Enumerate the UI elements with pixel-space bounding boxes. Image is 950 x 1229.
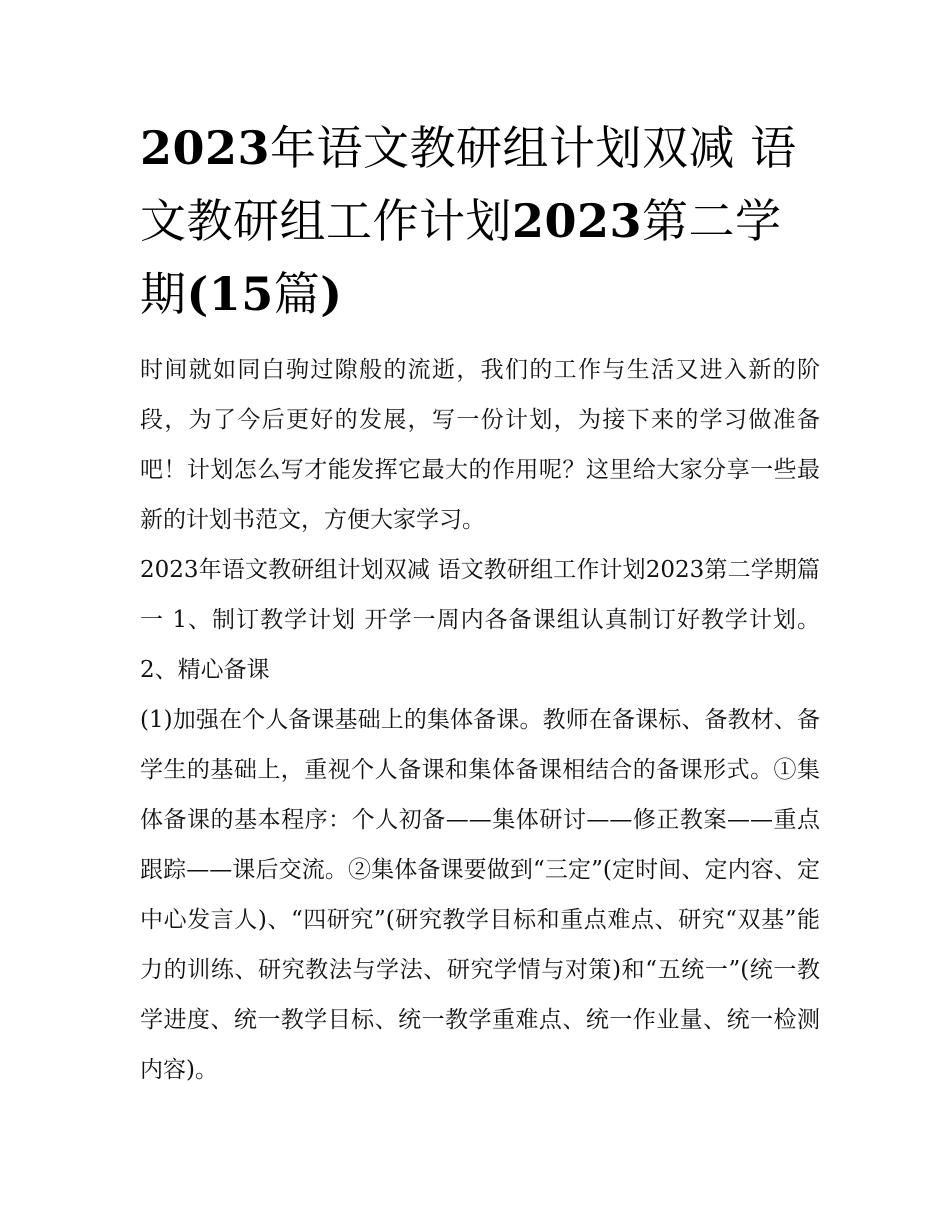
section-heading-paragraph: 2023年语文教研组计划双减 语文教研组工作计划2023第二学期篇一 1、制订教学计划 开学一周内各备课组认真制订好教学计划。 2、精心备课 — [140, 557, 820, 683]
title-part: ) — [320, 267, 343, 321]
title-part: 第二学期 — [140, 194, 782, 321]
title-part: 2023 — [140, 121, 271, 175]
title-part: 篇 — [273, 267, 321, 321]
document-page — [140, 112, 820, 1095]
intro-paragraph: 时间就如同白驹过隙般的流逝，我们的工作与生活又进入新的阶段，为了今后更好的发展，写一份计划，为接下来的学习做准备吧！计划怎么写才能发挥它最大的作用呢？这里给大家分享一些最新的计划书范文，方便大家学习。 — [140, 357, 820, 533]
title-part: 2023 — [512, 194, 643, 248]
body-paragraph: (1)加强在个人备课基础上的集体备课。教师在备课标、备教材、备学生的基础上，重视个人备课和集体备课相结合的备课形式。①集体备课的基本程序：个人初备——集体研讨——修正教案——重点跟踪——课后交流。②集体备课要做到“三定”(定时间、定内容、定中心发言人)、“四研究”(研究教学目标和重点难点、研究“双基”能力的训练、研究教法与学法、研究学情与对策)和“五统一”(统一教学进度、统一教学目标、统一教学重难点、统一作业量、统一检测内容)。 — [140, 707, 820, 1083]
title-part: (15 — [186, 267, 274, 321]
title-part: 年语文教研组计划双减 语文教研组工作计划 — [140, 121, 797, 248]
document-title — [140, 112, 820, 331]
